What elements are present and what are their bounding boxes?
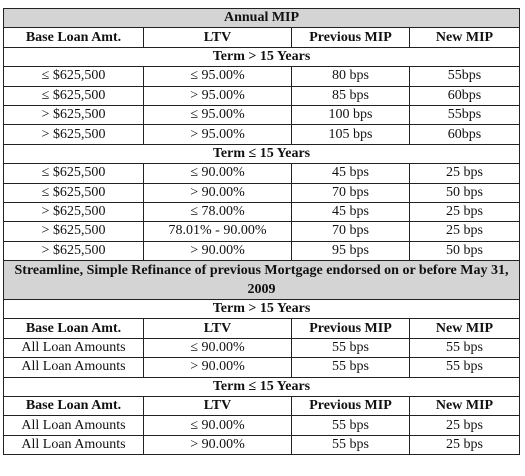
header-ltv: LTV (144, 397, 292, 416)
new-mip-cell: 50 bps (410, 241, 520, 260)
table-row (4, 241, 520, 260)
base-loan-amount-cell: > $625,500 (4, 241, 144, 260)
table-row (4, 358, 520, 377)
previous-mip-cell: 100 bps (292, 105, 410, 124)
term-band-label: Term ≤ 15 Years (4, 377, 520, 396)
ltv-cell: > 90.00% (144, 241, 292, 260)
ltv-cell: ≤ 95.00% (144, 67, 292, 86)
table-row (4, 222, 520, 241)
base-loan-amount-cell: ≤ $625,500 (4, 67, 144, 86)
column-header-row (4, 397, 520, 416)
table-row (4, 416, 520, 435)
table-title: Annual MIP (4, 9, 520, 28)
previous-mip-cell: 70 bps (292, 183, 410, 202)
base-loan-amount-cell: All Loan Amounts (4, 416, 144, 435)
term-band-row (4, 47, 520, 66)
table-row (4, 183, 520, 202)
base-loan-amount-cell: ≤ $625,500 (4, 164, 144, 183)
ltv-cell: 78.01% - 90.00% (144, 222, 292, 241)
header-new-mip: New MIP (410, 397, 520, 416)
header-ltv: LTV (144, 28, 292, 47)
header-base-loan-amount: Base Loan Amt. (4, 28, 144, 47)
table-row (4, 338, 520, 357)
term-band-label: Term ≤ 15 Years (4, 144, 520, 163)
new-mip-cell: 55bps (410, 105, 520, 124)
header-previous-mip: Previous MIP (292, 28, 410, 47)
previous-mip-cell: 80 bps (292, 67, 410, 86)
table-row (4, 202, 520, 221)
ltv-cell: > 95.00% (144, 86, 292, 105)
base-loan-amount-cell: All Loan Amounts (4, 338, 144, 357)
new-mip-cell: 60bps (410, 86, 520, 105)
new-mip-cell: 25 bps (410, 202, 520, 221)
ltv-cell: ≤ 95.00% (144, 105, 292, 124)
term-band-label: Term > 15 Years (4, 300, 520, 319)
ltv-cell: ≤ 90.00% (144, 416, 292, 435)
ltv-cell: ≤ 78.00% (144, 202, 292, 221)
new-mip-cell: 55 bps (410, 338, 520, 357)
ltv-cell: > 90.00% (144, 358, 292, 377)
header-base-loan-amount: Base Loan Amt. (4, 319, 144, 338)
column-header-row (4, 28, 520, 47)
header-ltv: LTV (144, 319, 292, 338)
header-base-loan-amount: Base Loan Amt. (4, 397, 144, 416)
term-band-label: Term > 15 Years (4, 47, 520, 66)
new-mip-cell: 55 bps (410, 358, 520, 377)
column-header-row (4, 319, 520, 338)
previous-mip-cell: 55 bps (292, 358, 410, 377)
previous-mip-cell: 55 bps (292, 435, 410, 454)
base-loan-amount-cell: All Loan Amounts (4, 358, 144, 377)
header-previous-mip: Previous MIP (292, 319, 410, 338)
ltv-cell: > 90.00% (144, 183, 292, 202)
table-row (4, 86, 520, 105)
table-row (4, 164, 520, 183)
base-loan-amount-cell: > $625,500 (4, 105, 144, 124)
new-mip-cell: 60bps (410, 125, 520, 144)
new-mip-cell: 55bps (410, 67, 520, 86)
mip-table-container (3, 8, 520, 455)
header-new-mip: New MIP (410, 319, 520, 338)
base-loan-amount-cell: ≤ $625,500 (4, 86, 144, 105)
table-row (4, 435, 520, 454)
previous-mip-cell: 45 bps (292, 164, 410, 183)
base-loan-amount-cell: > $625,500 (4, 222, 144, 241)
base-loan-amount-cell: > $625,500 (4, 202, 144, 221)
new-mip-cell: 25 bps (410, 222, 520, 241)
table-row (4, 67, 520, 86)
ltv-cell: > 90.00% (144, 435, 292, 454)
header-previous-mip: Previous MIP (292, 397, 410, 416)
streamline-heading: Streamline, Simple Refinance of previous Mortgage endorsed on or before May 31, 2009 (4, 261, 520, 300)
previous-mip-cell: 85 bps (292, 86, 410, 105)
table-row (4, 105, 520, 124)
base-loan-amount-cell: All Loan Amounts (4, 435, 144, 454)
header-new-mip: New MIP (410, 28, 520, 47)
ltv-cell: ≤ 90.00% (144, 164, 292, 183)
table-row (4, 125, 520, 144)
ltv-cell: > 95.00% (144, 125, 292, 144)
annual-mip-table (3, 8, 520, 455)
term-band-row (4, 144, 520, 163)
previous-mip-cell: 70 bps (292, 222, 410, 241)
base-loan-amount-cell: > $625,500 (4, 125, 144, 144)
ltv-cell: ≤ 90.00% (144, 338, 292, 357)
table-title-row (4, 9, 520, 28)
base-loan-amount-cell: ≤ $625,500 (4, 183, 144, 202)
term-band-row (4, 377, 520, 396)
previous-mip-cell: 95 bps (292, 241, 410, 260)
previous-mip-cell: 55 bps (292, 338, 410, 357)
previous-mip-cell: 45 bps (292, 202, 410, 221)
new-mip-cell: 25 bps (410, 435, 520, 454)
new-mip-cell: 25 bps (410, 416, 520, 435)
previous-mip-cell: 55 bps (292, 416, 410, 435)
streamline-heading-row (4, 261, 520, 300)
previous-mip-cell: 105 bps (292, 125, 410, 144)
new-mip-cell: 25 bps (410, 164, 520, 183)
new-mip-cell: 50 bps (410, 183, 520, 202)
term-band-row (4, 300, 520, 319)
